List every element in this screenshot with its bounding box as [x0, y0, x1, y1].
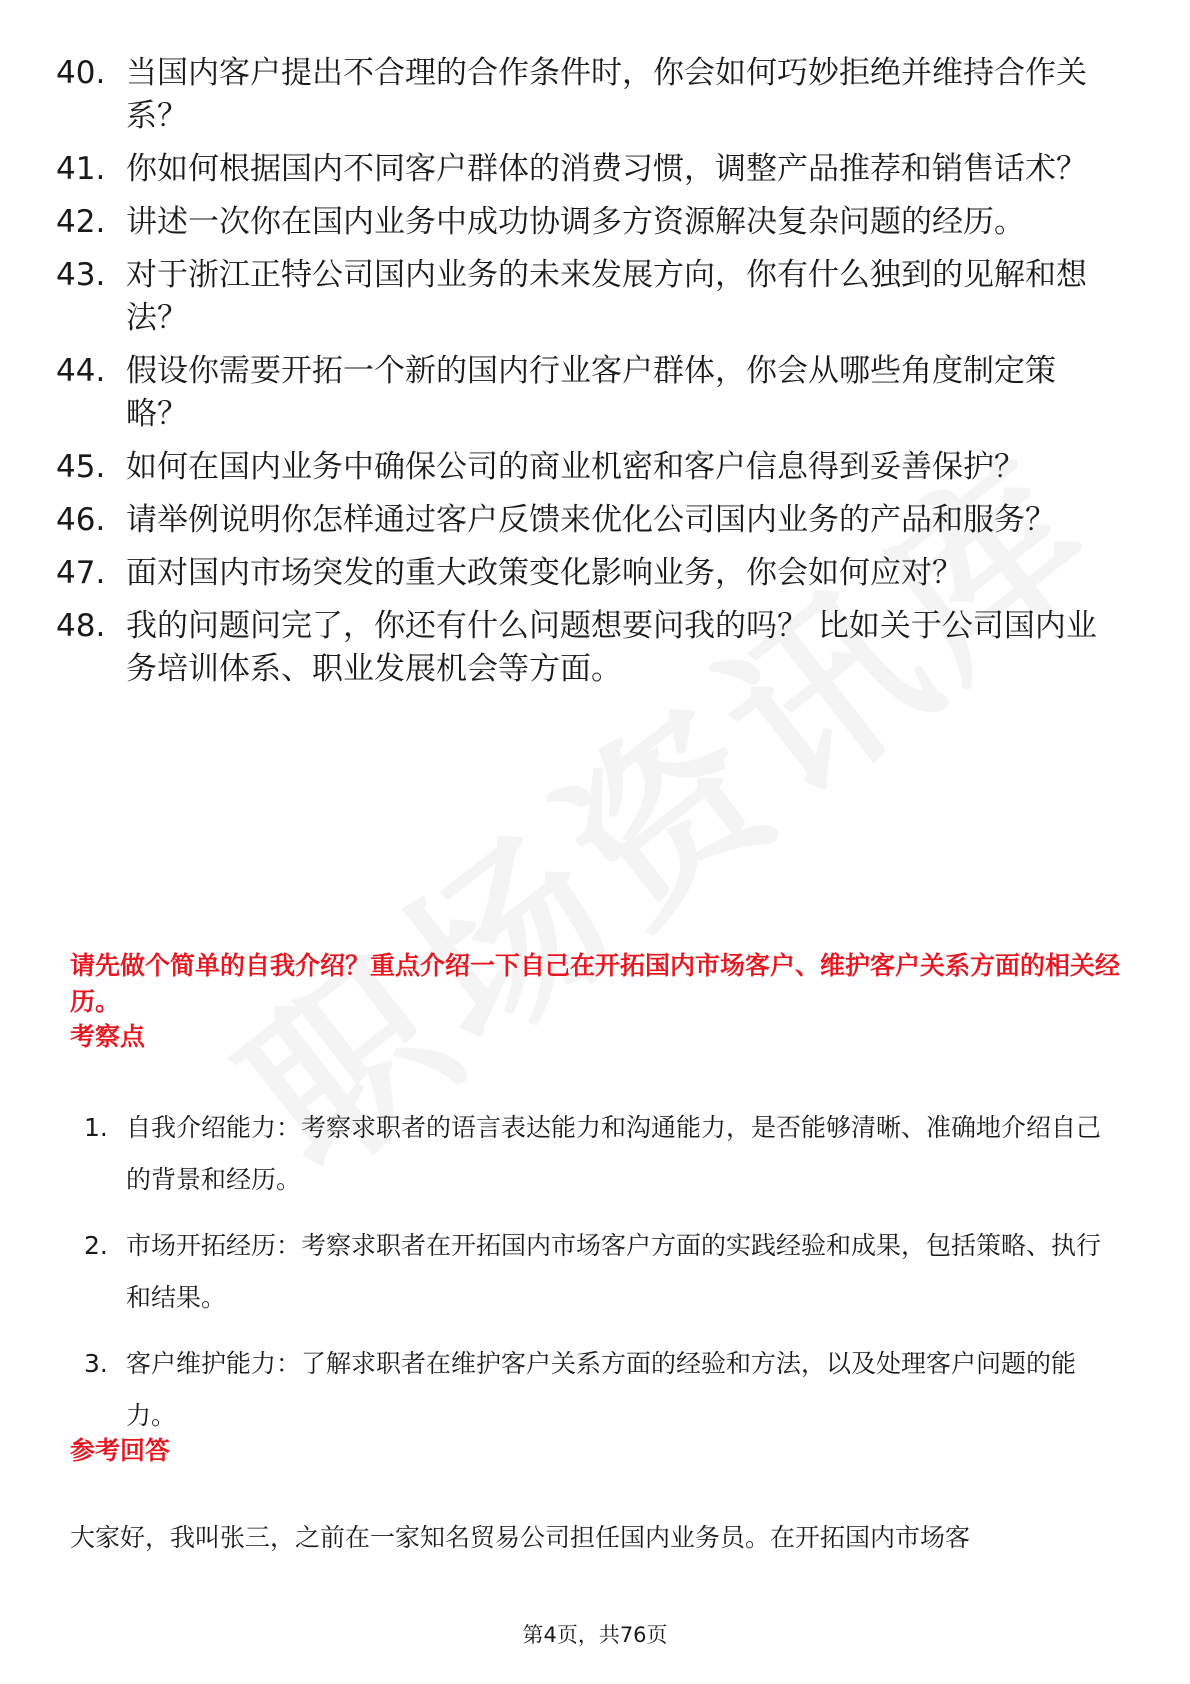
question-item [56, 499, 1116, 542]
question-number: 43. [56, 257, 106, 293]
question-number: 45. [56, 449, 106, 485]
question-item [56, 446, 1116, 489]
question-list [56, 52, 1116, 701]
assessment-point [84, 1102, 1114, 1206]
section-heading: 请先做个简单的自我介绍？重点介绍一下自己在开拓国内市场客户、维护客户关系方面的相关经历。 [70, 951, 1121, 1016]
assessment-point [84, 1220, 1114, 1324]
question-text: 你如何根据国内不同客户群体的消费习惯，调整产品推荐和销售话术？ [126, 151, 1087, 187]
question-text: 对于浙江正特公司国内业务的未来发展方向，你有什么独到的见解和想法？ [126, 257, 1087, 336]
point-number: 1. [84, 1113, 108, 1142]
assessment-label: 考察点 [70, 1022, 146, 1051]
question-item [56, 552, 1116, 595]
question-number: 48. [56, 608, 106, 644]
question-number: 44. [56, 353, 106, 389]
page-footer: 第4页，共76页 [522, 1623, 668, 1647]
question-text: 我的问题问完了，你还有什么问题想要问我的吗？ 比如关于公司国内业务培训体系、职业发展机会等方面。 [126, 608, 1097, 687]
question-item [56, 201, 1116, 244]
assessment-point [84, 1338, 1114, 1442]
assessment-points-list [84, 1102, 1114, 1456]
question-text: 面对国内市场突发的重大政策变化影响业务，你会如何应对？ [126, 555, 963, 591]
question-item [56, 350, 1116, 436]
reference-answer-text: 大家好，我叫张三，之前在一家知名贸易公司担任国内业务员。在开拓国内市场客 [70, 1523, 971, 1552]
reference-answer-label: 参考回答 [70, 1436, 171, 1465]
point-number: 3. [84, 1349, 108, 1378]
question-number: 47. [56, 555, 106, 591]
question-item [56, 605, 1116, 691]
question-text: 当国内客户提出不合理的合作条件时，你会如何巧妙拒绝并维持合作关系？ [126, 55, 1087, 134]
question-text: 请举例说明你怎样通过客户反馈来优化公司国内业务的产品和服务？ [126, 502, 1056, 538]
point-text: 客户维护能力：了解求职者在维护客户关系方面的经验和方法，以及处理客户问题的能力。 [126, 1349, 1077, 1430]
point-number: 2. [84, 1231, 108, 1260]
question-text: 假设你需要开拓一个新的国内行业客户群体，你会从哪些角度制定策略？ [126, 353, 1056, 432]
question-number: 41. [56, 151, 106, 187]
point-text: 市场开拓经历：考察求职者在开拓国内市场客户方面的实践经验和成果，包括策略、执行和结果。 [126, 1231, 1102, 1312]
question-item [56, 148, 1116, 191]
question-number: 42. [56, 204, 106, 240]
question-item [56, 52, 1116, 138]
question-text: 如何在国内业务中确保公司的商业机密和客户信息得到妥善保护？ [126, 449, 1025, 485]
point-text: 自我介绍能力：考察求职者的语言表达能力和沟通能力，是否能够清晰、准确地介绍自己的背景和经历。 [126, 1113, 1102, 1194]
question-text: 讲述一次你在国内业务中成功协调多方资源解决复杂问题的经历。 [126, 204, 1025, 240]
question-number: 40. [56, 55, 106, 91]
question-number: 46. [56, 502, 106, 538]
question-item [56, 254, 1116, 340]
